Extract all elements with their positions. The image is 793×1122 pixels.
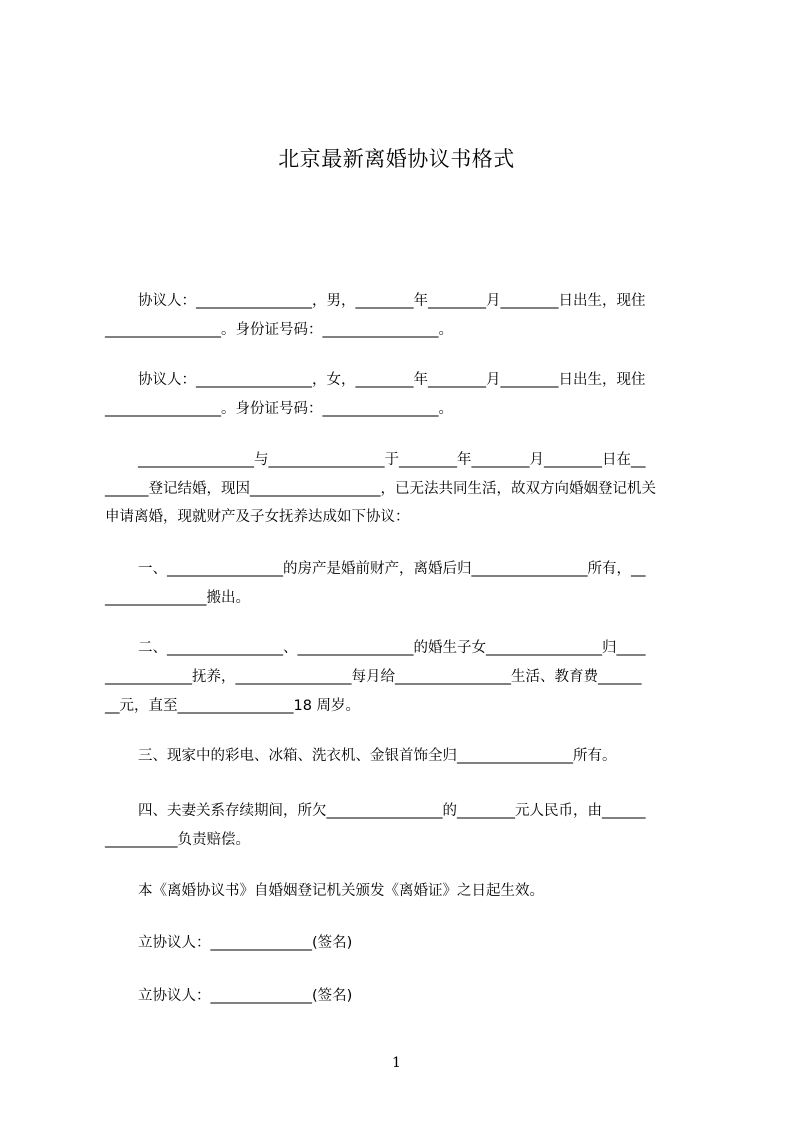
paragraph-party-male-line-2: ________________。身份证号码：________________。 xyxy=(105,322,453,338)
paragraph-party-female-line-1: 协议人：________________，女，________年________月________日出生，现住 xyxy=(138,372,646,388)
paragraph-marriage-line-3: 申请离婚，现就财产及子女抚养达成如下协议： xyxy=(105,509,410,525)
paragraph-party-male-line-1: 协议人：________________，男，________年________月________日出生，现住 xyxy=(138,293,646,309)
page-number: 1 xyxy=(392,1055,401,1071)
clause-two-line-3: __元，直至________________18 周岁。 xyxy=(105,698,361,714)
clause-two-line-2: ____________抚养，________________每月给________________生活、教育费______ xyxy=(105,669,642,685)
document-title: 北京最新离婚协议书格式 xyxy=(278,147,515,171)
paragraph-marriage-line-2: ______登记结婚，现因__________________，已无法共同生活，故双方向婚姻登记机关 xyxy=(105,481,656,497)
paragraph-party-female-line-2: ________________。身份证号码：________________。 xyxy=(105,401,453,417)
clause-four-line-2: __________负责赔偿。 xyxy=(105,832,250,848)
signature-line-2: 立协议人：______________(签名) xyxy=(138,988,353,1004)
clause-one-line-2: ______________搬出。 xyxy=(105,590,250,606)
effective-clause: 本《离婚协议书》自婚姻登记机关颁发《离婚证》之日起生效。 xyxy=(138,883,544,899)
clause-two-line-1: 二、________________、________________的婚生子女________________归____ xyxy=(138,640,646,656)
paragraph-marriage-line-1: ________________与________________于________年________月________日在__ xyxy=(138,452,646,468)
clause-four-line-1: 四、夫妻关系存续期间，所欠________________的________元人民币，由______ xyxy=(138,803,646,819)
signature-line-1: 立协议人：______________(签名) xyxy=(138,935,353,951)
clause-one-line-1: 一、________________的房产是婚前财产，离婚后归________________所有，__ xyxy=(138,561,646,577)
clause-three-line-1: 三、现家中的彩电、冰箱、洗衣机、金银首饰全归________________所有。 xyxy=(138,748,617,764)
